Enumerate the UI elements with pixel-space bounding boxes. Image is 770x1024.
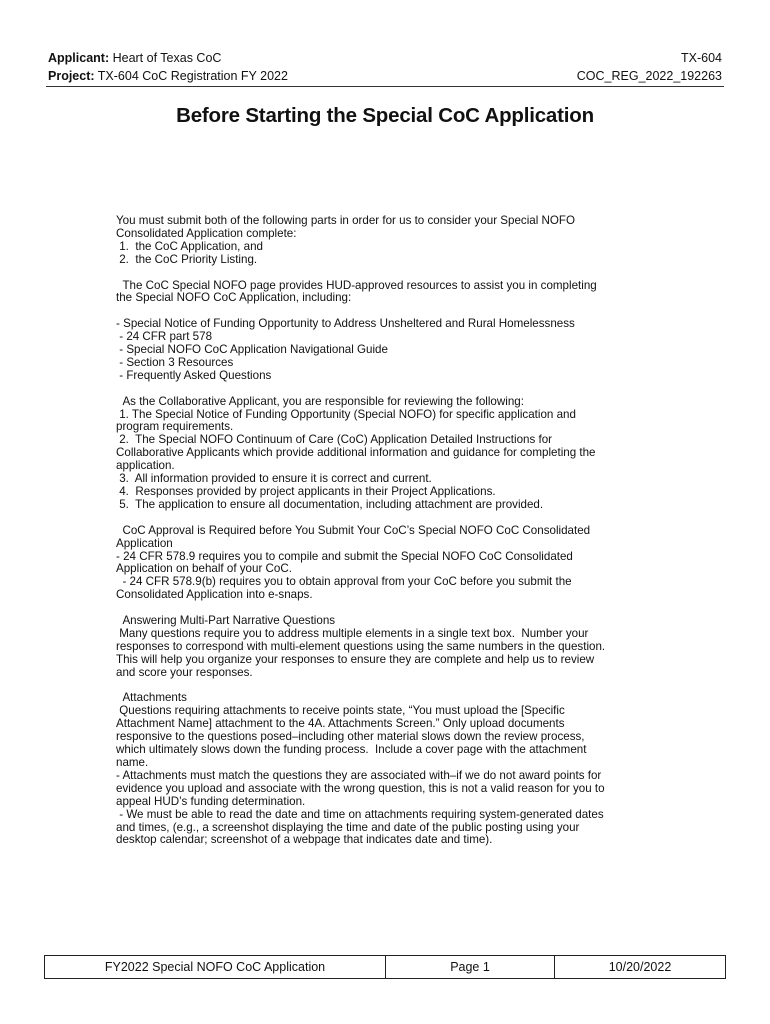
body-line: desktop calendar; screenshot of a webpage that indicates date and time). [116, 833, 493, 847]
body-line: 4. Responses provided by project applicants in their Project Applications. [116, 484, 496, 498]
page-footer [44, 955, 726, 979]
body-line: 1. The Special Notice of Funding Opportunity (Special NOFO) for specific application and [116, 407, 576, 421]
project-field [48, 67, 288, 85]
body-line: Attachments [116, 691, 187, 705]
paragraph-gap [116, 512, 656, 525]
applicant-label: Applicant: [48, 51, 110, 65]
body-line: Consolidated Application complete: [116, 226, 297, 240]
body-line: Questions requiring attachments to receive points state, “You must upload the [Specific [116, 704, 565, 718]
body-line: which ultimately slows down the funding process. Include a cover page with the attachment [116, 743, 587, 757]
body-line: As the Collaborative Applicant, you are responsible for reviewing the following: [116, 394, 524, 408]
body-line: appeal HUD’s funding determination. [116, 794, 306, 808]
body-line: Application [116, 536, 173, 550]
header-row-project [48, 67, 722, 85]
paragraph-gap [116, 383, 656, 396]
applicant-field [48, 49, 221, 67]
body-line: - Special NOFO CoC Application Navigational Guide [116, 343, 388, 357]
body-line: This will help you organize your responses to ensure they are complete and help us to review [116, 652, 595, 666]
footer-page-number: Page 1 [386, 956, 555, 978]
body-line: - 24 CFR 578.9(b) requires you to obtain approval from your CoC before you submit the [116, 575, 572, 589]
paragraph-gap [116, 267, 656, 280]
project-value: TX-604 CoC Registration FY 2022 [97, 69, 288, 83]
body-line: The CoC Special NOFO page provides HUD-approved resources to assist you in completing [116, 278, 597, 292]
footer-date: 10/20/2022 [608, 960, 672, 974]
applicant-value: Heart of Texas CoC [112, 51, 222, 65]
body-line: Attachment Name] attachment to the 4A. Attachments Screen.” Only upload documents [116, 717, 565, 731]
body-line: 5. The application to ensure all documentation, including attachment are provided. [116, 497, 544, 511]
body-line: responses to correspond with multi-element questions using the same numbers in the question. [116, 639, 606, 653]
body-line: application. [116, 459, 175, 473]
body-line: You must submit both of the following parts in order for us to consider your Special NOFO [116, 214, 576, 227]
body-line: Consolidated Application into e-snaps. [116, 588, 313, 602]
header-divider [46, 86, 724, 87]
body-line: 2. the CoC Priority Listing. [116, 252, 258, 266]
body-line: and times, (e.g., a screenshot displaying the time and date of the public posting using your [116, 820, 580, 834]
coc-code: TX-604 [681, 51, 722, 65]
body-line: Many questions require you to address multiple elements in a single text box. Number your [116, 626, 589, 640]
body-line: - Section 3 Resources [116, 355, 234, 369]
body-line: - Attachments must match the questions they are associated with–if we do not award points for [116, 768, 602, 782]
body-line: name. [116, 755, 149, 769]
body-line: Application on behalf of your CoC. [116, 562, 292, 576]
body-line: responsive to the questions posed–including other material slows down the review process, [116, 730, 585, 744]
registration-id: COC_REG_2022_192263 [576, 69, 722, 83]
body-line: CoC Approval is Required before You Submit Your CoC’s Special NOFO CoC Consolidated [116, 523, 591, 537]
body-line: - 24 CFR part 578 [116, 330, 213, 344]
body-line: Collaborative Applicants which provide additional information and guidance for completing the [116, 446, 596, 460]
body-line: - We must be able to read the date and time on attachments requiring system-generated dates [116, 807, 604, 821]
body-line: 1. the CoC Application, and [116, 239, 263, 253]
header-row-applicant [48, 49, 722, 67]
footer-application-name: FY2022 Special NOFO CoC Application [45, 956, 386, 978]
body-line: Answering Multi-Part Narrative Questions [116, 614, 336, 628]
body-line: - Special Notice of Funding Opportunity to Address Unsheltered and Rural Homelessness [116, 317, 575, 331]
body-line: 3. All information provided to ensure it is correct and current. [116, 472, 432, 486]
page-header [48, 49, 722, 85]
page-title: Before Starting the Special CoC Application [176, 104, 594, 127]
body-line: 2. The Special NOFO Continuum of Care (CoC) Application Detailed Instructions for [116, 433, 553, 447]
body-line: - 24 CFR 578.9 requires you to compile and submit the Special NOFO CoC Consolidated [116, 549, 573, 563]
paragraph-gap [116, 680, 656, 693]
body-line: the Special NOFO CoC Application, including: [116, 291, 352, 305]
project-label: Project: [48, 69, 95, 83]
body-line: program requirements. [116, 420, 234, 434]
body-line: evidence you upload and associate with the wrong question, this is not a valid reason for you to [116, 781, 605, 795]
body-line: and score your responses. [116, 665, 253, 679]
instructions-body [116, 215, 656, 847]
body-line: - Frequently Asked Questions [116, 368, 272, 382]
